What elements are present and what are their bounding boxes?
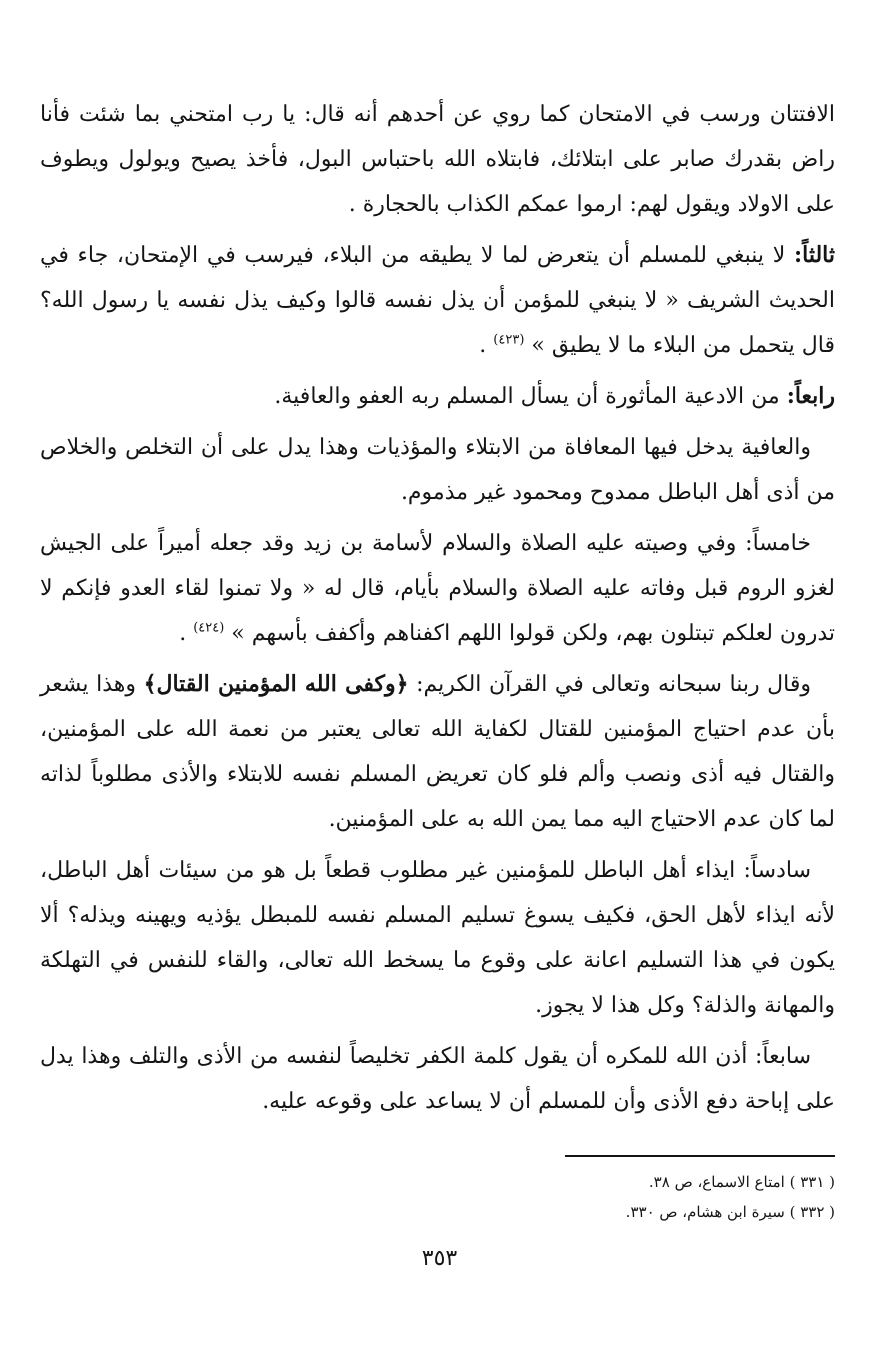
paragraph-intro: الافتتان ورسب في الامتحان كما روي عن أحدهم أنه قال: يا رب امتحني بما شئت فأنا راض بقدرك صابر على ابتلائك، فابتلاه الله باحتباس البول، فأخذ يصيح ويولول ويطوف على الاولاد ويقول لهم: ارموا عمكم الكذاب بالحجارة . (40, 102, 836, 217)
footnotes (40, 1155, 835, 1227)
paragraph-wellbeing: والعافية يدخل فيها المعافاة من الابتلاء والمؤذيات وهذا يدل على أن التخلص والخلاص من أذى أهل الباطل ممدوح ومحمود غير مذموم. (40, 435, 835, 505)
quran-verse: ﴿وكفى الله المؤمنين القتال﴾ (143, 671, 409, 697)
page-body (40, 92, 835, 1130)
paragraph-quran (40, 662, 835, 842)
footnote-332: ( ٣٣٢ ) سيرة ابن هشام، ص ٣٣٠. (625, 1203, 835, 1221)
paragraph-third-label: ثالثاً: (794, 242, 835, 268)
footnote-ref-423: (٤٢٣) (493, 332, 525, 348)
paragraph-third-end: . (479, 333, 494, 358)
paragraph-seventh: سابعاً: أذن الله للمكره أن يقول كلمة الكفر تخليصاً لنفسه من الأذى والتلف وهذا يدل على إباحة دفع الأذى وأن للمسلم أن لا يساعد على وقوعه عليه. (40, 1044, 835, 1114)
paragraph-fifth-end: . (179, 621, 194, 646)
paragraph-sixth: سادساً: ايذاء أهل الباطل للمؤمنين غير مطلوب قطعاً بل هو من سيئات أهل الباطل، لأنه ايذاء لأهل الحق، فكيف يسوغ تسليم المسلم نفسه للمبطل يؤذيه ويهينه ويذله؟ ألا يكون في هذا التسليم اعانة على وقوع ما يسخط الله تعالى، والقاء للنفس في التهلكة والمهانة والذلة؟ وكل هذا لا يجوز. (40, 858, 835, 1018)
paragraph-third-text: لا ينبغي للمسلم أن يتعرض لما لا يطيقه من البلاء، فيرسب في الإمتحان، جاء في الحديث الشريف « لا ينبغي للمؤمن أن يذل نفسه قالوا وكيف يذل نفسه يا رسول الله؟ قال يتحمل من البلاء ما لا يطيق » (40, 243, 835, 358)
paragraph-third (40, 233, 835, 368)
footnote-331: ( ٣٣١ ) امتاع الاسماع، ص ٣٨. (648, 1173, 835, 1191)
paragraph-quran-text: وهذا يشعر بأن عدم احتياج المؤمنين للقتال لكفاية الله تعالى يعتبر من نعمة الله على المؤمنين، والقتال فيه أذى ونصب وألم فلو كان تعريض المسلم نفسه للابتلاء والأذى مطلوباً لذاته لما كان عدم الاحتياج اليه مما يمن الله به على المؤمنين. (40, 672, 835, 832)
paragraph-fourth (40, 374, 835, 419)
page-number: ٣٥٣ (421, 1246, 458, 1271)
footnote-divider (565, 1155, 835, 1157)
paragraph-quran-intro: وقال ربنا سبحانه وتعالى في القرآن الكريم: (408, 672, 812, 697)
paragraph-fourth-text: من الادعية المأثورة أن يسأل المسلم ربه العفو والعافية. (274, 384, 787, 409)
paragraph-fourth-label: رابعاً: (786, 383, 835, 409)
paragraph-fifth (40, 521, 835, 656)
footnote-ref-424: (٤٢٤) (193, 620, 225, 636)
paragraph-fifth-text: خامساً: وفي وصيته عليه الصلاة والسلام لأسامة بن زيد وقد جعله أميراً على الجيش لغزو الروم قبل وفاته عليه الصلاة والسلام بأيام، قال له « ولا تمنوا لقاء العدو فإنكم لا تدرون لعلكم تبتلون بهم، ولكن قولوا اللهم اكفناهم وأكفف بأسهم » (40, 531, 835, 646)
